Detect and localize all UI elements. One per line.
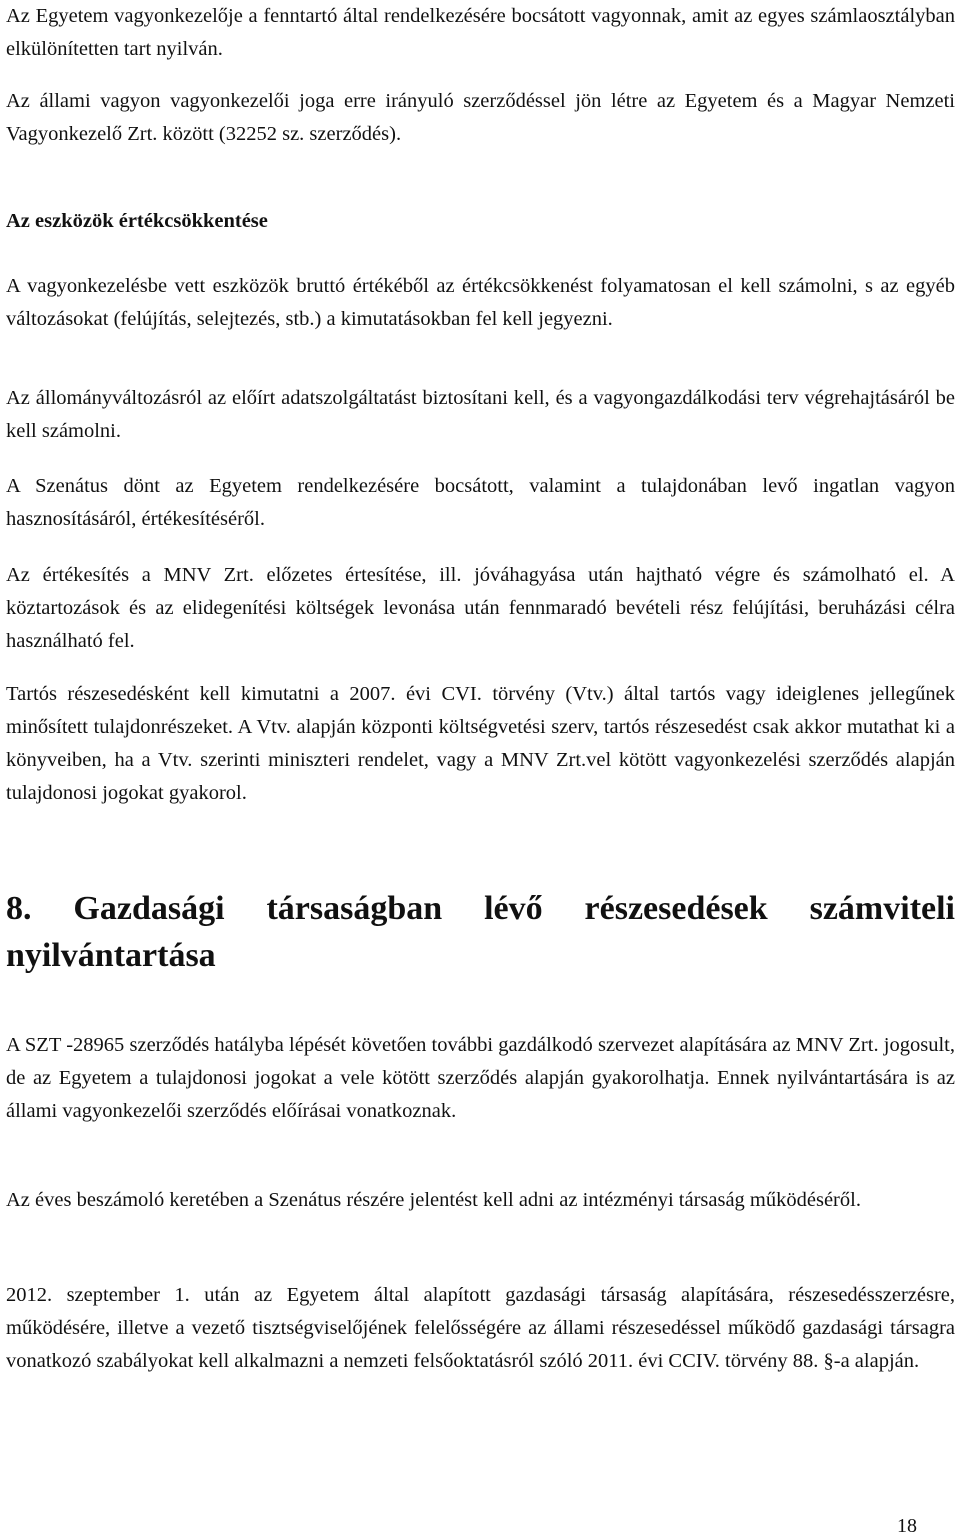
paragraph-asset-rights: Az állami vagyon vagyonkezelői joga erre irányuló szerződéssel jön létre az Egyetem és a Magyar Nemzeti Vagyonkezelő Zrt. között (32252 sz. szerződés). xyxy=(6,90,955,145)
paragraph-2012-rules: 2012. szeptember 1. után az Egyetem által alapított gazdasági társaság alapítására, részesedésszerzésre, működésére, illetve a vezető tisztségviselőjének felelősségére az állami részesedéssel működő gazdasági társagra vonatkozó szabályokat kell alkalmazni a nemzeti felsőoktatásról szóló 2011. évi CCIV. törvény 88. §-a alapján. xyxy=(6,1284,955,1372)
paragraph-asset-management: Az Egyetem vagyonkezelője a fenntartó által rendelkezésére bocsátott vagyonnak, amit az egyes számlaosztályban elkülönítetten tart nyilván. xyxy=(6,5,955,60)
section-heading: 8. Gazdasági társaságban lévő részesedések számviteli nyilvántartása xyxy=(6,890,955,974)
paragraph-inventory-change: Az állományváltozásról az előírt adatszolgáltatást biztosítani kell, és a vagyongazdálkodási terv végrehajtásáról be kell számolni. xyxy=(6,387,955,442)
paragraph-annual-report: Az éves beszámoló keretében a Szenátus részére jelentést kell adni az intézményi társaság működéséről. xyxy=(6,1189,861,1211)
page-number: 18 xyxy=(897,1515,917,1537)
paragraph-long-term-holdings: Tartós részesedésként kell kimutatni a 2007. évi CVI. törvény (Vtv.) által tartós vagy ideiglenes jellegűnek minősített tulajdonrészeket. A Vtv. alapján központi költségvetési szerv, tartós részesedést csak akkor mutathat ki a könyveiben, ha a Vtv. szerinti miniszteri rendelet, vagy a MNV Zrt.vel kötött vagyonkezelési szerződés alapján tulajdonosi jogokat gyakorol. xyxy=(6,683,955,804)
subheading-depreciation: Az eszközök értékcsökkentése xyxy=(6,210,268,232)
paragraph-senate-decision: A Szenátus dönt az Egyetem rendelkezésére bocsátott, valamint a tulajdonában levő ingatlan vagyon hasznosításáról, értékesítéséről. xyxy=(6,475,955,530)
paragraph-depreciation: A vagyonkezelésbe vett eszközök bruttó értékéből az értékcsökkenést folyamatosan el kell számolni, s az egyéb változásokat (felújítás, selejtezés, stb.) a kimutatásokban fel kell jegyezni. xyxy=(6,275,955,330)
paragraph-contract: A SZT -28965 szerződés hatályba lépését követően további gazdálkodó szervezet alapítására az MNV Zrt. jogosult, de az Egyetem a tulajdonosi jogokat a vele kötött szerződés alapján gyakorolhatja. Ennek nyilvántartására is az állami vagyonkezelői szerződés előírásai vonatkoznak. xyxy=(6,1034,955,1122)
paragraph-sale: Az értékesítés a MNV Zrt. előzetes értesítése, ill. jóváhagyása után hajtható végre és számolható el. A köztartozások és az elidegenítési költségek levonása után fennmaradó bevételi rész felújítási, beruházási célra használható fel. xyxy=(6,564,955,652)
